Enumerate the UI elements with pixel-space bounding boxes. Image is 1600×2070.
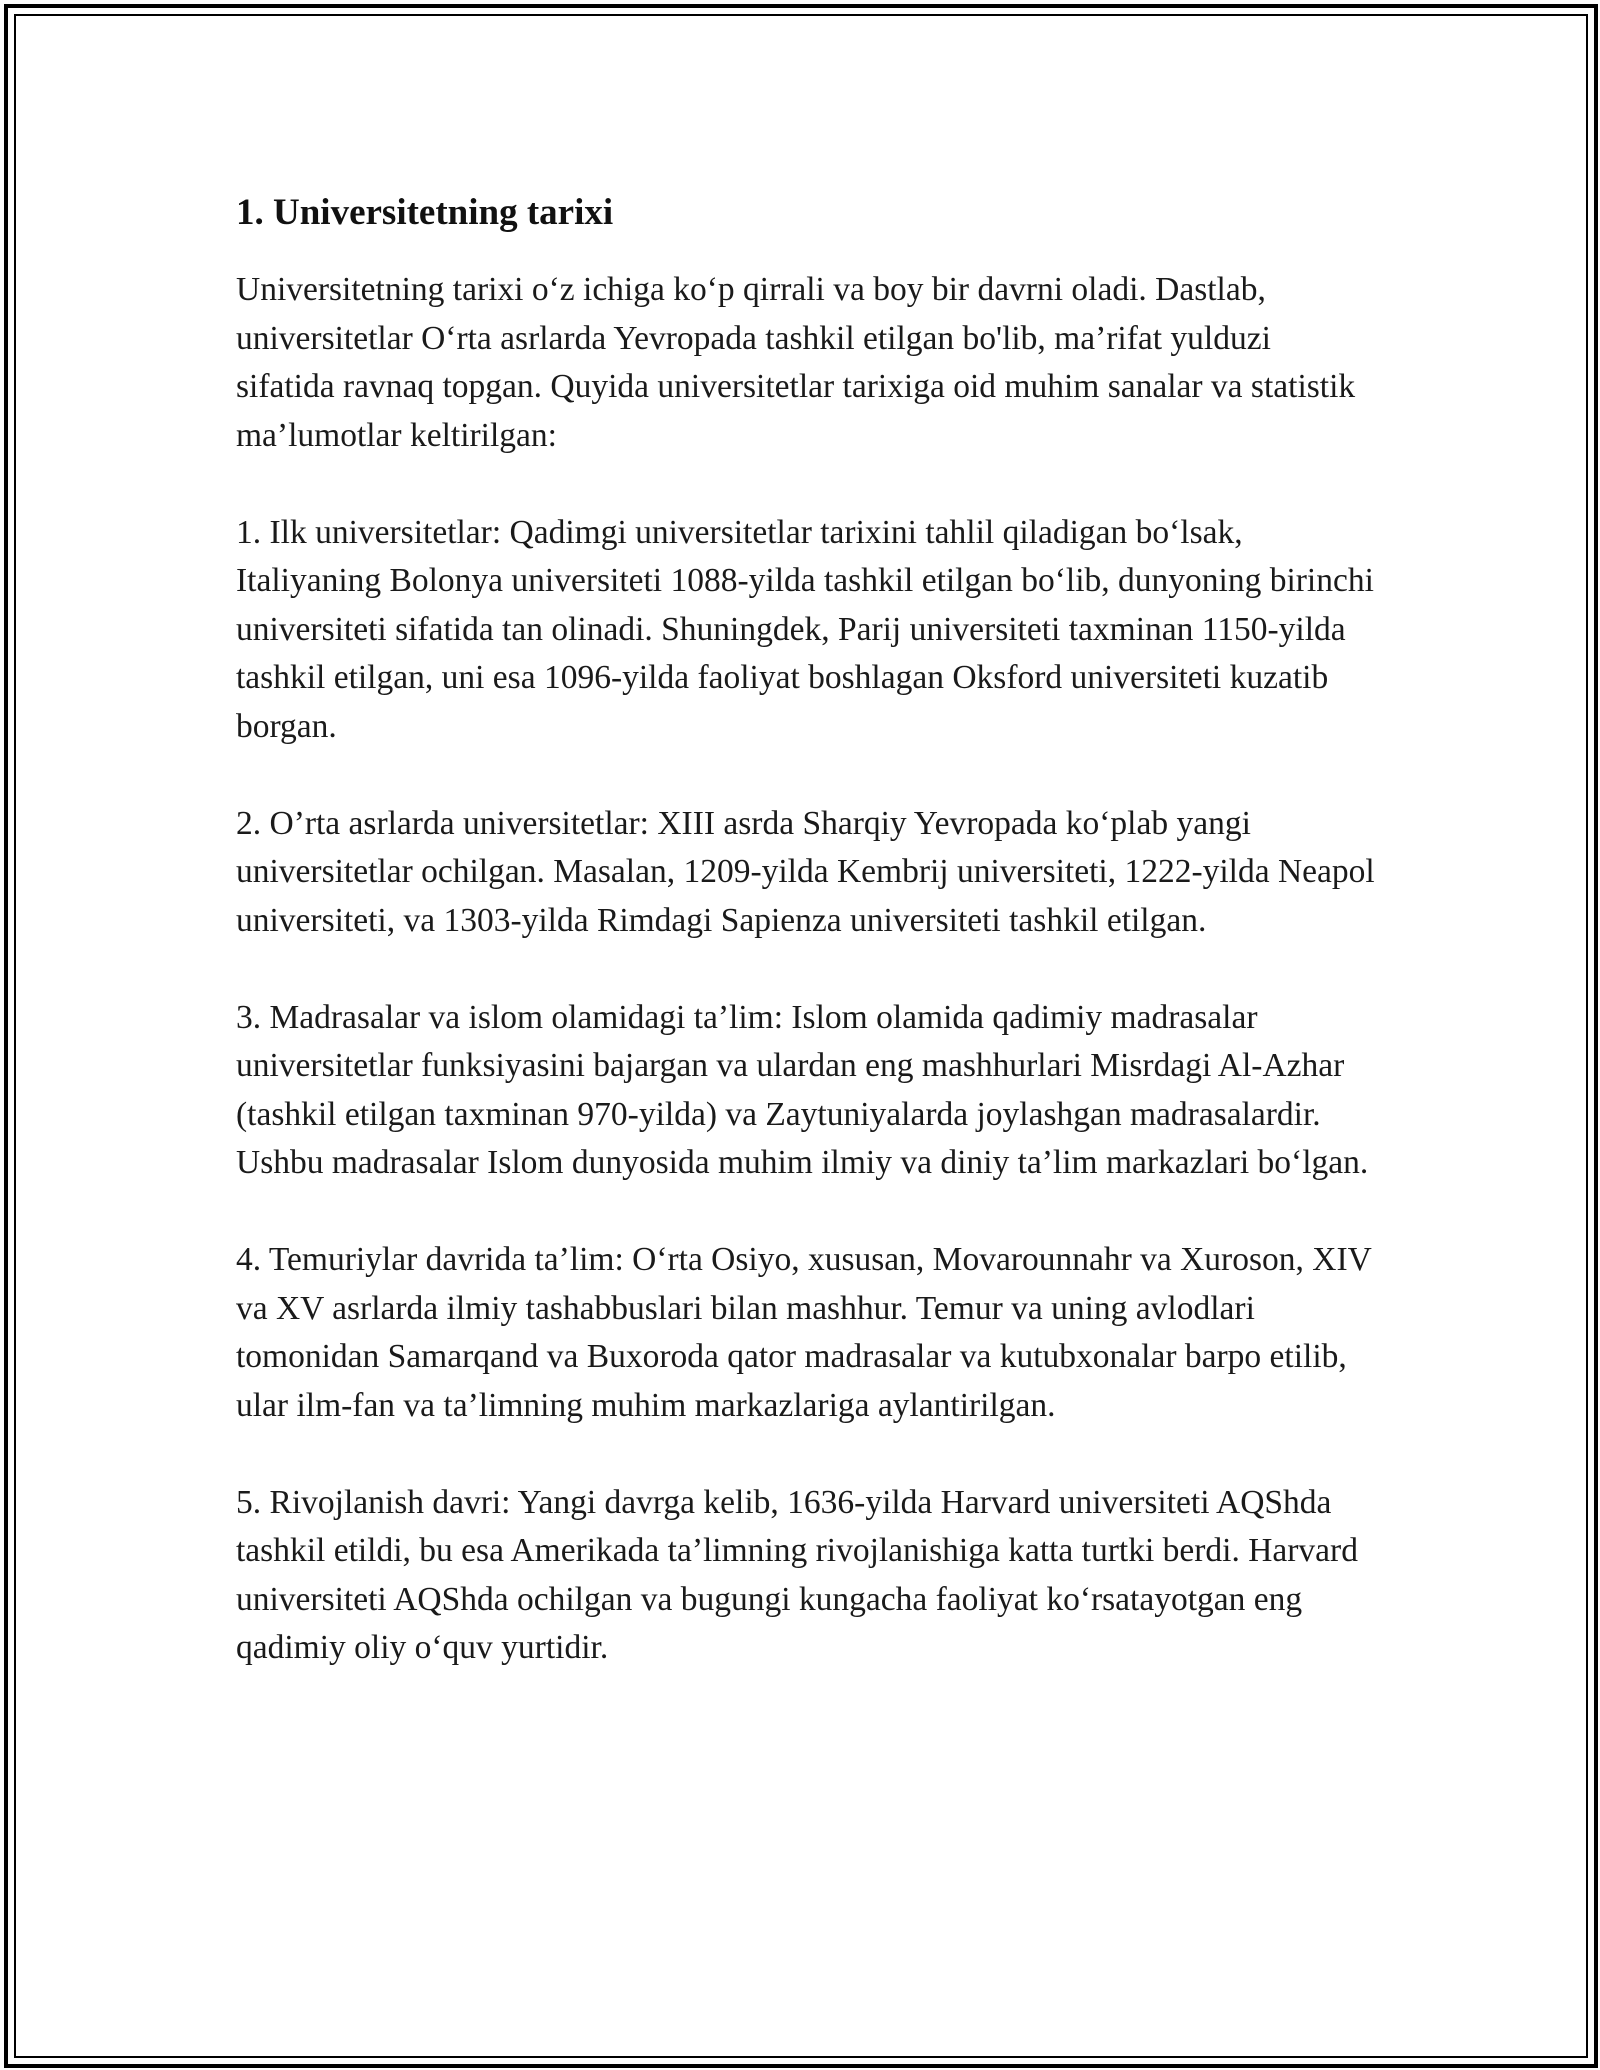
- document-body: [236, 186, 1376, 1721]
- section-title: 1. Universitetning tarixi: [236, 192, 614, 233]
- paragraph-rivojlanish: 5. Rivojlanish davri: Yangi davrga kelib, 1636-yilda Harvard universiteti AQShda tashkil etildi, bu esa Amerikada ta’limning rivojlanishiga katta turtki berdi. Harvard universiteti AQShda ochilgan va bugungi kungacha faoliyat ko‘rsatayotgan eng qadimiy oliy o‘quv yurtidir.: [236, 1483, 1358, 1666]
- paragraph-orta-asrlar: 2. O’rta asrlarda universitetlar: XIII asrda Sharqiy Yevropada ko‘plab yangi universitetlar ochilgan. Masalan, 1209-yilda Kembrij universiteti, 1222-yilda Neapol universiteti, va 1303-yilda Rimdagi Sapienza universiteti tashkil etilgan.: [236, 804, 1375, 939]
- paragraph-temuriylar: 4. Temuriylar davrida ta’lim: O‘rta Osiyo, xususan, Movarounnahr va Xuroson, XIV va XV asrlarda ilmiy tashabbuslari bilan mashhur. Temur va uning avlodlari tomonidan Samarqand va Buxoroda qator madrasalar va kutubxonalar barpo etilib, ular ilm-fan va ta’limning muhim markazlariga aylantirilgan.: [236, 1241, 1372, 1424]
- paragraph-ilk-universitetlar: 1. Ilk universitetlar: Qadimgi universitetlar tarixini tahlil qiladigan bo‘lsak, Italiyaning Bolonya universiteti 1088-yilda tashkil etilgan bo‘lib, dunyoning birinchi universiteti sifatida tan olinadi. Shuningdek, Parij universiteti taxminan 1150-yilda tashkil etilgan, uni esa 1096-yilda faoliyat boshlagan Oksford universiteti kuzatib borgan.: [236, 513, 1374, 745]
- intro-paragraph: Universitetning tarixi o‘z ichiga ko‘p qirrali va boy bir davrni oladi. Dastlab, universitetlar O‘rta asrlarda Yevropada tashkil etilgan bo'lib, ma’rifat yulduzi sifatida ravnaq topgan. Quyida universitetlar tarixiga oid muhim sanalar va statistik ma’lumotlar keltirilgan:: [236, 271, 1356, 454]
- paragraph-madrasalar: 3. Madrasalar va islom olamidagi ta’lim: Islom olamida qadimiy madrasalar universitetlar funksiyasini bajargan va ulardan eng mashhurlari Misrdagi Al-Azhar (tashkil etilgan taxminan 970-yilda) va Zaytuniyalarda joylashgan madrasalardir. Ushbu madrasalar Islom dunyosida muhim ilmiy va diniy ta’lim markazlari bo‘lgan.: [236, 998, 1369, 1181]
